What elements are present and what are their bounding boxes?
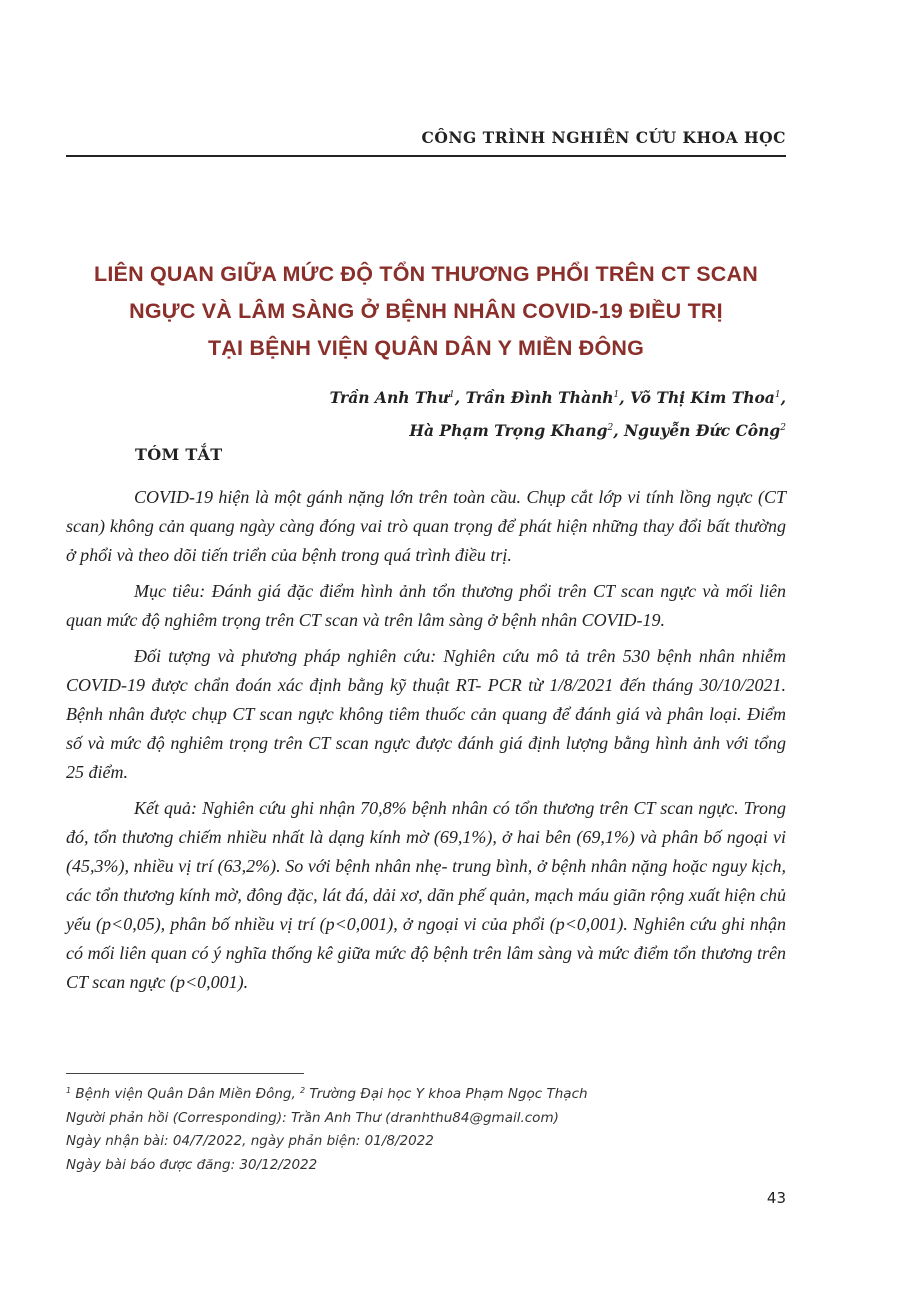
author-name: Trần Anh Thư bbox=[329, 388, 449, 407]
author-affiliation-mark: 2 bbox=[780, 423, 786, 433]
author-line bbox=[66, 380, 786, 413]
author-name: Trần Đình Thành bbox=[465, 388, 614, 407]
footnote-corresponding: Người phản hồi (Corresponding): Trần Anh Thư (dranhthu84@gmail.com) bbox=[66, 1109, 559, 1126]
abstract-paragraph: COVID-19 hiện là một gánh nặng lớn trên toàn cầu. Chụp cắt lớp vi tính lồng ngực (CT scan) không cản quang ngày càng đóng vai trò quan trọng để phát hiện những thay đổi bất thường ở phổi và theo dõi tiến triển của bệnh trong quá trình điều trị. bbox=[66, 487, 786, 565]
author-separator: , bbox=[613, 421, 625, 440]
footnote-divider bbox=[66, 1073, 304, 1074]
abstract-paragraph: Kết quả: Nghiên cứu ghi nhận 70,8% bệnh nhân có tổn thương trên CT scan ngực. Trong đó, tổn thương chiếm nhiều nhất là dạng kính mờ (69,1%), ở hai bên (69,1%) và phân bố ngoại vi (45,3%), nhiều vị trí (63,2%). So với bệnh nhân nhẹ- trung bình, ở bệnh nhân nặng hoặc nguy kịch, các tổn thương kính mờ, đông đặc, lát đá, dải xơ, dãn phế quản, mạch máu giãn rộng xuất hiện chủ yếu (p<0,05), phân bố nhiều vị trí (p<0,001), ở ngoại vi của phổi (p<0,001). Nghiên cứu ghi nhận có mối liên quan có ý nghĩa thống kê giữa mức độ bệnh trên lâm sàng và mức điểm tổn thương trên CT scan ngực (p<0,001). bbox=[66, 798, 786, 992]
header-divider bbox=[66, 155, 786, 157]
author-affiliation-mark: 1 bbox=[448, 390, 455, 400]
article-title bbox=[66, 256, 786, 367]
author-list bbox=[66, 380, 786, 446]
author-separator: , bbox=[454, 388, 466, 407]
footnote-dates-received: Ngày nhận bài: 04/7/2022, ngày phản biện: 01/8/2022 bbox=[66, 1133, 434, 1149]
author-affiliation-mark: 2 bbox=[607, 423, 614, 433]
page-number: 43 bbox=[766, 1189, 786, 1207]
abstract-paragraph: Đối tượng và phương pháp nghiên cứu: Nghiên cứu mô tả trên 530 bệnh nhân nhiễm COVID-19 được chẩn đoán xác định bằng kỹ thuật RT- PCR từ 1/8/2021 đến tháng 30/10/2021. Bệnh nhân được chụp CT scan ngực không tiêm thuốc cản quang để đánh giá và phân loại. Điểm số và mức độ nghiêm trọng trên CT scan ngực được đánh giá định lượng bằng hình ảnh với tổng 25 điểm. bbox=[66, 646, 786, 782]
running-header: CÔNG TRÌNH NGHIÊN CỨU KHOA HỌC bbox=[421, 128, 786, 147]
abstract-paragraph: Mục tiêu: Đánh giá đặc điểm hình ảnh tổn thương phổi trên CT scan ngực và mối liên quan mức độ nghiêm trọng trên CT scan và trên lâm sàng ở bệnh nhân COVID-19. bbox=[66, 581, 786, 630]
author-separator: , bbox=[619, 388, 631, 407]
affiliation-text: Trường Đại học Y khoa Phạm Ngọc Thạch bbox=[305, 1086, 588, 1102]
author-affiliation-mark: 1 bbox=[613, 390, 620, 400]
affiliation-mark: 2 bbox=[300, 1086, 306, 1095]
abstract-heading: TÓM TẮT bbox=[135, 445, 223, 464]
footnotes bbox=[66, 1079, 786, 1177]
footnote-date-published: Ngày bài báo được đăng: 30/12/2022 bbox=[66, 1156, 318, 1173]
abstract-body bbox=[66, 483, 786, 1004]
footnote-affiliations bbox=[66, 1079, 786, 1107]
affiliation-mark: 1 bbox=[66, 1086, 72, 1095]
affiliation-text: Bệnh viện Quân Dân Miền Đông, bbox=[71, 1086, 301, 1102]
author-affiliation-mark: 1 bbox=[774, 390, 781, 400]
title-line: LIÊN QUAN GIỮA MỨC ĐỘ TỔN THƯƠNG PHỔI TRÊN CT SCAN bbox=[94, 262, 758, 286]
author-name: Võ Thị Kim Thoa bbox=[630, 388, 775, 407]
author-name: Hà Phạm Trọng Khang bbox=[409, 421, 608, 440]
author-name: Nguyễn Đức Công bbox=[624, 421, 781, 440]
title-line: NGỰC VÀ LÂM SÀNG Ở BỆNH NHÂN COVID-19 ĐIỀU TRỊ bbox=[129, 299, 723, 323]
author-line bbox=[66, 413, 786, 446]
title-line: TẠI BỆNH VIỆN QUÂN DÂN Y MIỀN ĐÔNG bbox=[207, 336, 645, 360]
author-separator: , bbox=[780, 388, 786, 407]
